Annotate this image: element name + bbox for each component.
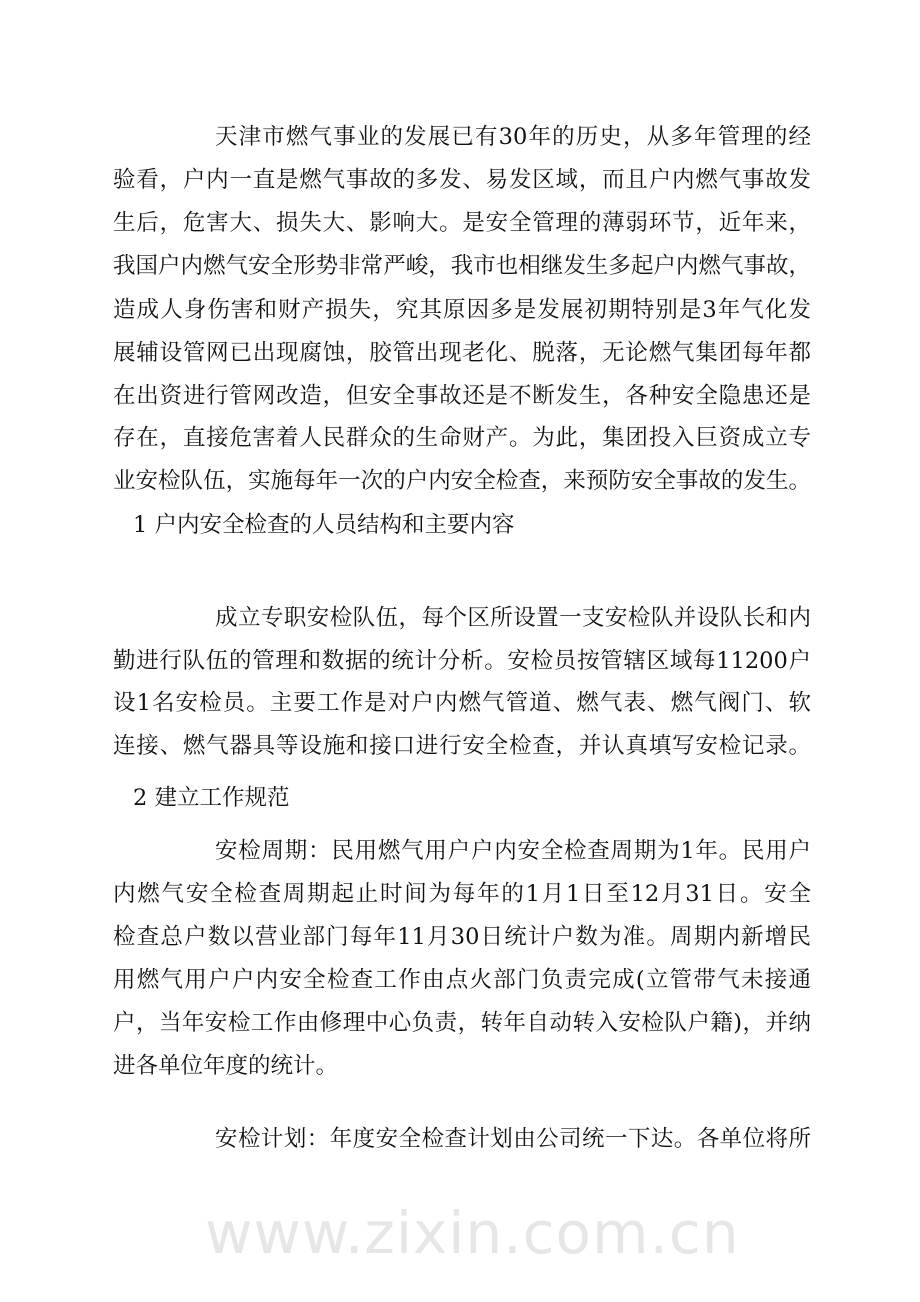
paragraph-line: 安检周期：民用燃气用户户内安全检查周期为1年。民用户	[215, 838, 811, 864]
paragraph-line: 天津市燃气事业的发展已有30年的历史，从多年管理的经	[215, 124, 811, 150]
paragraph-line: 成立专职安检队伍，每个区所设置一支安检队并设队长和内	[215, 605, 811, 631]
paragraph-line: 造成人身伤害和财产损失，究其原因多是发展初期特别是3年气化发	[113, 297, 811, 323]
section-heading-2: 2 建立工作规范	[133, 785, 290, 811]
paragraph-line: 进各单位年度的统计。	[113, 1053, 339, 1079]
paragraph-line: 检查总户数以营业部门每年11月30日统计户数为准。周期内新增民	[113, 924, 811, 950]
paragraph-line: 户，当年安检工作由修理中心负责，转年自动转入安检队户籍)，并纳	[113, 1010, 811, 1036]
paragraph-line: 生后，危害大、损失大、影响大。是安全管理的薄弱环节，近年来，	[113, 210, 811, 236]
paragraph-line: 存在，直接危害着人民群众的生命财产。为此，集团投入巨资成立专	[113, 425, 811, 451]
paragraph-line: 我国户内燃气安全形势非常严峻，我市也相继发生多起户内燃气事故，	[113, 253, 811, 279]
paragraph-line: 连接、燃气器具等设施和接口进行安全检查，并认真填写安检记录。	[113, 733, 811, 759]
paragraph-line: 设1名安检员。主要工作是对户内燃气管道、燃气表、燃气阀门、软	[113, 690, 811, 716]
paragraph-line: 勤进行队伍的管理和数据的统计分析。安检员按管辖区域每11200户	[113, 648, 811, 674]
paragraph-line: 验看，户内一直是燃气事故的多发、易发区域，而且户内燃气事故发	[113, 167, 811, 193]
paragraph-line: 内燃气安全检查周期起止时间为每年的1月1日至12月31日。安全	[113, 881, 811, 907]
section-heading-1: 1 户内安全检查的人员结构和主要内容	[133, 512, 515, 538]
paragraph-line: 展辅设管网已出现腐蚀，胶管出现老化、脱落，无论燃气集团每年都	[113, 340, 811, 366]
paragraph-line: 在出资进行管网改造，但安全事故还是不断发生，各种安全隐患还是	[113, 383, 811, 409]
paragraph-line: 安检计划：年度安全检查计划由公司统一下达。各单位将所	[215, 1126, 811, 1152]
watermark: www.zixin.com.cn	[205, 1199, 740, 1267]
paragraph-line: 业安检队伍，实施每年一次的户内安全检查，来预防安全事故的发生。	[113, 468, 811, 494]
paragraph-line: 用燃气用户户内安全检查工作由点火部门负责完成(立管带气未接通	[113, 967, 811, 993]
